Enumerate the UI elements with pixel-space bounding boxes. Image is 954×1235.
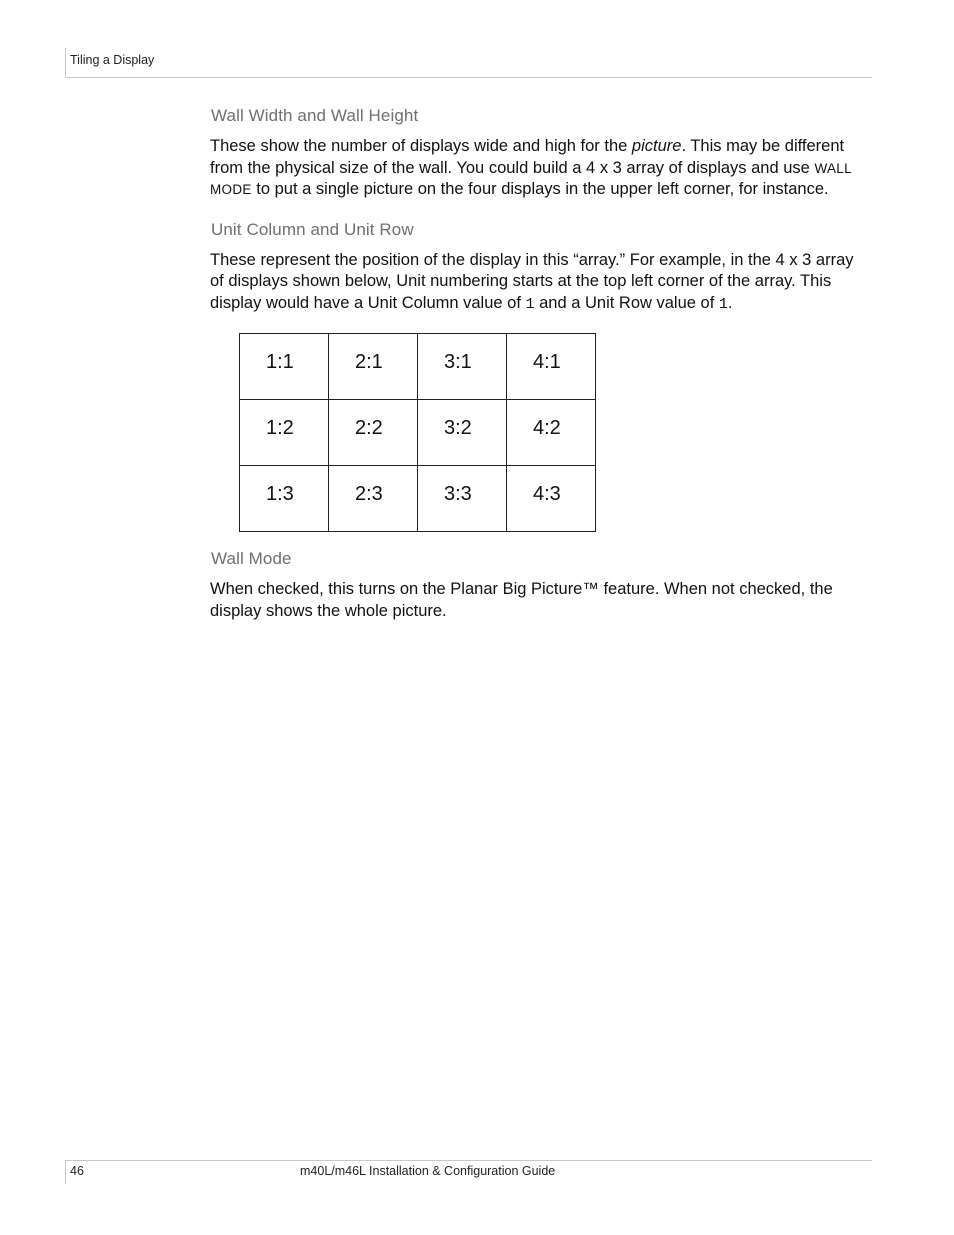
grid-row <box>240 400 596 466</box>
paragraph-unit-position <box>210 250 866 316</box>
grid-cell: 3:3 <box>418 466 507 532</box>
grid-row <box>240 334 596 400</box>
text-run: These represent the position of the display in this “array.” For example, in the 4 x 3 array of displays shown below, Unit numbering starts at the top left corner of the array. This display would have a Unit Column value of <box>210 250 854 312</box>
text-run: These show the number of displays wide and high for the <box>210 137 632 155</box>
grid-cell: 3:2 <box>418 400 507 466</box>
grid-cell: 3:1 <box>418 334 507 400</box>
running-header <box>65 48 872 78</box>
grid-cell: 1:1 <box>240 334 329 400</box>
grid-cell: 1:3 <box>240 466 329 532</box>
text-run: to put a single picture on the four displays in the upper left corner, for instance. <box>251 180 829 198</box>
text-run: and a Unit Row value of <box>534 293 719 312</box>
heading-wall-mode: Wall Mode <box>211 549 292 568</box>
page-number: 46 <box>70 1164 84 1178</box>
code-value: 1 <box>718 295 728 313</box>
grid-row <box>240 466 596 532</box>
guide-title: m40L/m46L Installation & Configuration Guide <box>300 1164 556 1178</box>
header-section-title: Tiling a Display <box>70 53 155 67</box>
grid-cell: 4:1 <box>507 334 596 400</box>
grid-cell: 4:3 <box>507 466 596 532</box>
italic-term: picture <box>631 137 682 155</box>
text-run: . This may be different from the physical size of the wall. You could build a 4 x 3 array of displays and use <box>210 137 845 177</box>
page-content <box>210 106 866 622</box>
running-footer <box>65 1160 872 1184</box>
text-run: . <box>727 293 733 312</box>
grid-cell: 4:2 <box>507 400 596 466</box>
heading-unit-column-row: Unit Column and Unit Row <box>211 219 414 239</box>
grid-cell: 2:1 <box>329 334 418 400</box>
setting-name: WALL MODE <box>210 160 852 197</box>
grid-cell: 2:2 <box>329 400 418 466</box>
paragraph-wall-mode: When checked, this turns on the Planar Big Picture™ feature. When not checked, the display shows the whole picture. <box>210 580 833 620</box>
grid-cell: 1:2 <box>240 400 329 466</box>
grid-cell: 2:3 <box>329 466 418 532</box>
heading-wall-width-height: Wall Width and Wall Height <box>211 106 419 125</box>
code-value: 1 <box>525 295 535 313</box>
display-array-grid <box>239 333 596 532</box>
paragraph-wall-size <box>210 136 866 201</box>
